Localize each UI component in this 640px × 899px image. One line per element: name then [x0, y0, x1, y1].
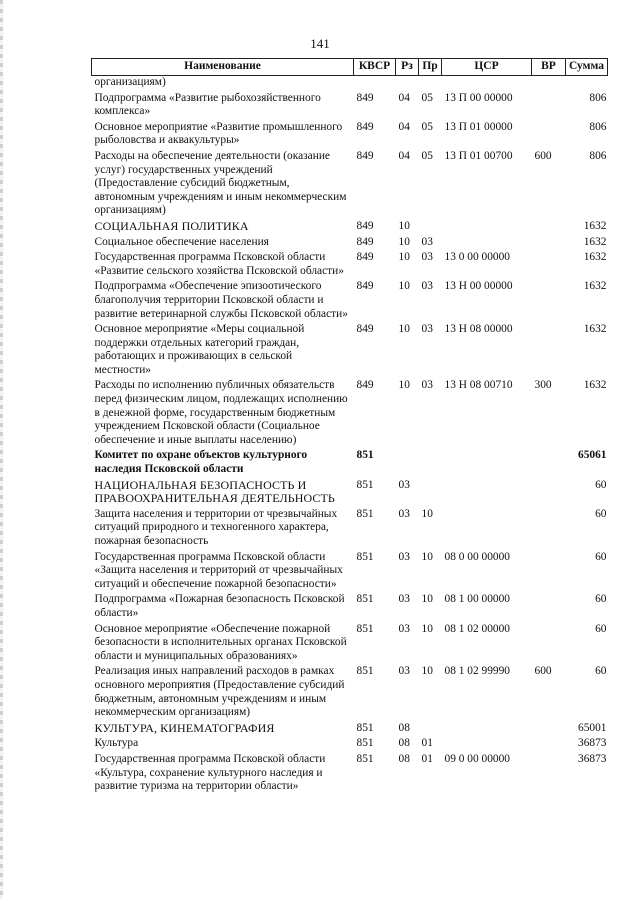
- cell-csr: 08 1 02 99990: [444, 665, 510, 678]
- col-header-sum: Сумма: [566, 59, 608, 76]
- cell-name: Государственная программа Псковской области «Культура, сохранение культурного наследия и развитие туризма на территории области»: [94, 752, 326, 793]
- cell-kvsr: 851: [356, 622, 374, 635]
- cell-vr: [532, 218, 566, 234]
- cell-vr: [532, 549, 566, 592]
- cell-pr: 03: [421, 280, 433, 293]
- cell-pr: 05: [421, 91, 433, 104]
- table-row: [92, 218, 608, 234]
- cell-sum: 1632: [583, 219, 607, 232]
- cell-vr: [532, 591, 566, 620]
- cell-vr: [532, 720, 566, 736]
- col-header-name: Наименование: [92, 59, 354, 76]
- scan-edge: [0, 0, 3, 899]
- cell-pr: 03: [421, 323, 433, 336]
- cell-name: Основное мероприятие «Развитие промышленного рыболовства и аквакультуры»: [94, 120, 343, 147]
- cell-rz: 08: [398, 737, 410, 750]
- cell-csr: 13 П 01 00700: [444, 149, 513, 162]
- cell-sum: 806: [589, 149, 607, 162]
- table-row: [92, 377, 608, 447]
- cell-sum: [566, 76, 608, 90]
- page-number: 141: [310, 36, 330, 51]
- cell-kvsr: 851: [356, 449, 374, 462]
- cell-sum: 806: [589, 120, 607, 133]
- cell-vr: [532, 621, 566, 664]
- cell-sum: 1632: [583, 235, 607, 248]
- cell-kvsr: 851: [356, 721, 374, 734]
- cell-vr: [532, 751, 566, 794]
- table-row: [92, 477, 608, 506]
- table-row: [92, 447, 608, 476]
- cell-vr: [532, 506, 566, 549]
- cell-name: СОЦИАЛЬНАЯ ПОЛИТИКА: [94, 218, 249, 233]
- cell-rz: 10: [398, 323, 410, 336]
- cell-sum: 60: [595, 593, 607, 606]
- cell-vr: [532, 76, 566, 90]
- cell-name: НАЦИОНАЛЬНАЯ БЕЗОПАСНОСТЬ И ПРАВООХРАНИТЕЛЬНАЯ ДЕЯТЕЛЬНОСТЬ: [94, 477, 335, 506]
- cell-rz: 03: [398, 593, 410, 606]
- cell-name: Культура: [94, 737, 139, 750]
- cell-rz: 10: [398, 379, 410, 392]
- cell-pr: 03: [421, 251, 433, 264]
- cell-rz: 03: [398, 478, 410, 491]
- cell-vr: [532, 119, 566, 148]
- table-row: [92, 506, 608, 549]
- cell-kvsr: 851: [356, 478, 374, 491]
- col-header-rz: Рз: [396, 59, 419, 76]
- cell-pr: 01: [421, 737, 433, 750]
- cell-rz: 03: [398, 665, 410, 678]
- cell-sum: 36873: [578, 752, 607, 765]
- col-header-pr: Пр: [419, 59, 442, 76]
- table-row: [92, 321, 608, 377]
- cell-vr: [532, 278, 566, 321]
- cell-pr: [419, 477, 442, 506]
- cell-rz: 03: [398, 622, 410, 635]
- table-row: [92, 663, 608, 719]
- cell-kvsr: 849: [356, 251, 374, 264]
- cell-csr: [442, 218, 532, 234]
- cell-vr: [532, 735, 566, 751]
- cell-pr: [419, 720, 442, 736]
- cell-kvsr: [354, 76, 396, 90]
- cell-pr: 05: [421, 149, 433, 162]
- cell-rz: [396, 447, 419, 476]
- cell-kvsr: 849: [356, 219, 374, 232]
- table-row: [92, 90, 608, 119]
- cell-csr: [442, 447, 532, 476]
- cell-sum: 1632: [583, 280, 607, 293]
- cell-pr: [419, 447, 442, 476]
- cell-pr: 05: [421, 120, 433, 133]
- cell-sum: 65061: [578, 449, 607, 462]
- cell-rz: 03: [398, 550, 410, 563]
- cell-vr: 300: [534, 379, 552, 392]
- cell-rz: 04: [398, 91, 410, 104]
- table-row: [92, 278, 608, 321]
- cell-pr: [419, 218, 442, 234]
- cell-name: организациям): [94, 76, 166, 88]
- cell-sum: 1632: [583, 251, 607, 264]
- cell-sum: 60: [595, 507, 607, 520]
- table-body: [92, 76, 608, 794]
- cell-rz: 03: [398, 507, 410, 520]
- table-row: [92, 735, 608, 751]
- cell-csr: [442, 477, 532, 506]
- cell-csr: 08 1 02 00000: [444, 622, 510, 635]
- cell-name: Социальное обеспечение населения: [94, 235, 269, 248]
- cell-rz: 10: [398, 251, 410, 264]
- cell-csr: [442, 735, 532, 751]
- cell-vr: 600: [534, 665, 552, 678]
- col-header-vr: ВР: [532, 59, 566, 76]
- cell-csr: 13 П 01 00000: [444, 120, 513, 133]
- cell-sum: 1632: [583, 379, 607, 392]
- cell-name: Защита населения и территории от чрезвычайных ситуаций природного и техногенного характера, пожарная безопасность: [94, 507, 338, 547]
- cell-rz: 04: [398, 149, 410, 162]
- table-row: [92, 591, 608, 620]
- cell-csr: 09 0 00 00000: [444, 752, 510, 765]
- cell-csr: [442, 506, 532, 549]
- cell-vr: [532, 234, 566, 250]
- cell-pr: 10: [421, 550, 433, 563]
- cell-pr: 01: [421, 752, 433, 765]
- cell-kvsr: 849: [356, 235, 374, 248]
- cell-name: Расходы по исполнению публичных обязательств перед физическим лицом, подлежащих исполнению в денежной форме, государственным бюджетным учреждением Псковской области (Социальное обеспечение и иные выплаты населению): [94, 379, 348, 446]
- cell-kvsr: 851: [356, 507, 374, 520]
- cell-sum: 65001: [578, 721, 607, 734]
- cell-vr: [532, 447, 566, 476]
- cell-pr: 03: [421, 379, 433, 392]
- cell-csr: 13 Н 08 00000: [444, 323, 513, 336]
- cell-name: Государственная программа Псковской области «Развитие сельского хозяйства Псковской области»: [94, 251, 344, 277]
- cell-csr: 13 П 00 00000: [444, 91, 513, 104]
- cell-sum: 60: [595, 478, 607, 491]
- table-row: [92, 234, 608, 250]
- cell-kvsr: 849: [356, 149, 374, 162]
- cell-csr: 13 Н 00 00000: [444, 280, 513, 293]
- cell-name: Подпрограмма «Развитие рыбохозяйственного комплекса»: [94, 91, 321, 118]
- cell-sum: 60: [595, 550, 607, 563]
- cell-rz: 10: [398, 235, 410, 248]
- cell-kvsr: 851: [356, 665, 374, 678]
- cell-sum: 60: [595, 665, 607, 678]
- cell-vr: [532, 90, 566, 119]
- cell-sum: 1632: [583, 323, 607, 336]
- cell-name: Основное мероприятие «Обеспечение пожарной безопасности в исполнительных органах Псковской области и муниципальных образованиях»: [94, 622, 347, 662]
- cell-rz: 08: [398, 721, 410, 734]
- cell-rz: [396, 76, 419, 90]
- cell-pr: 10: [421, 593, 433, 606]
- cell-kvsr: 851: [356, 737, 374, 750]
- cell-name: КУЛЬТУРА, КИНЕМАТОГРАФИЯ: [94, 720, 275, 735]
- cell-vr: [532, 321, 566, 377]
- table-row: [92, 249, 608, 278]
- cell-name: Расходы на обеспечение деятельности (оказание услуг) государственных учреждений (Предоставление субсидий бюджетным, автономным учреждениям и иным некоммерческим организациям): [94, 149, 347, 217]
- cell-csr: [442, 720, 532, 736]
- table-row: [92, 621, 608, 664]
- cell-csr: 08 1 00 00000: [444, 593, 510, 606]
- budget-table: [91, 58, 608, 794]
- cell-pr: 03: [421, 235, 433, 248]
- table-row: [92, 148, 608, 218]
- cell-rz: 04: [398, 120, 410, 133]
- cell-pr: 10: [421, 622, 433, 635]
- cell-kvsr: 849: [356, 280, 374, 293]
- cell-csr: [442, 76, 532, 90]
- cell-sum: 60: [595, 622, 607, 635]
- cell-csr: 08 0 00 00000: [444, 550, 510, 563]
- table-header: [92, 59, 608, 76]
- cell-kvsr: 849: [356, 323, 374, 336]
- cell-sum: 36873: [578, 737, 607, 750]
- cell-name: Комитет по охране объектов культурного наследия Псковской области: [94, 449, 308, 476]
- cell-kvsr: 849: [356, 91, 374, 104]
- cell-csr: 13 Н 08 00710: [444, 379, 513, 392]
- table-row: [92, 720, 608, 736]
- cell-name: Подпрограмма «Обеспечение эпизоотического благополучия территории Псковской области и развитие ветеринарной службы Псковской области»: [94, 280, 348, 320]
- table-row: [92, 76, 608, 90]
- cell-rz: 08: [398, 752, 410, 765]
- cell-kvsr: 851: [356, 593, 374, 606]
- cell-pr: [419, 76, 442, 90]
- cell-kvsr: 849: [356, 379, 374, 392]
- cell-csr: 13 0 00 00000: [444, 251, 510, 264]
- cell-kvsr: 849: [356, 120, 374, 133]
- cell-name: Государственная программа Псковской области «Защита населения и территорий от чрезвычайных ситуаций и обеспечение пожарной безопасности»: [94, 550, 343, 590]
- cell-kvsr: 851: [356, 752, 374, 765]
- cell-pr: 10: [421, 665, 433, 678]
- cell-rz: 10: [398, 280, 410, 293]
- cell-name: Основное мероприятие «Меры социальной поддержки отдельных категорий граждан, работающих и проживающих в сельской местности»: [94, 323, 305, 376]
- cell-rz: 10: [398, 219, 410, 232]
- cell-vr: [532, 249, 566, 278]
- cell-name: Подпрограмма «Пожарная безопасность Псковской области»: [94, 593, 345, 619]
- cell-csr: [442, 234, 532, 250]
- cell-name: Реализация иных направлений расходов в рамках основного мероприятия (Предоставление субсидий бюджетным, автономным учреждениям и иным некоммерческим организациям): [94, 665, 345, 719]
- table-row: [92, 751, 608, 794]
- cell-sum: 806: [589, 91, 607, 104]
- cell-pr: 10: [421, 507, 433, 520]
- cell-kvsr: 851: [356, 550, 374, 563]
- table-row: [92, 549, 608, 592]
- col-header-kvsr: КВСР: [354, 59, 396, 76]
- cell-vr: 600: [534, 149, 552, 162]
- cell-vr: [532, 477, 566, 506]
- table-row: [92, 119, 608, 148]
- col-header-csr: ЦСР: [442, 59, 532, 76]
